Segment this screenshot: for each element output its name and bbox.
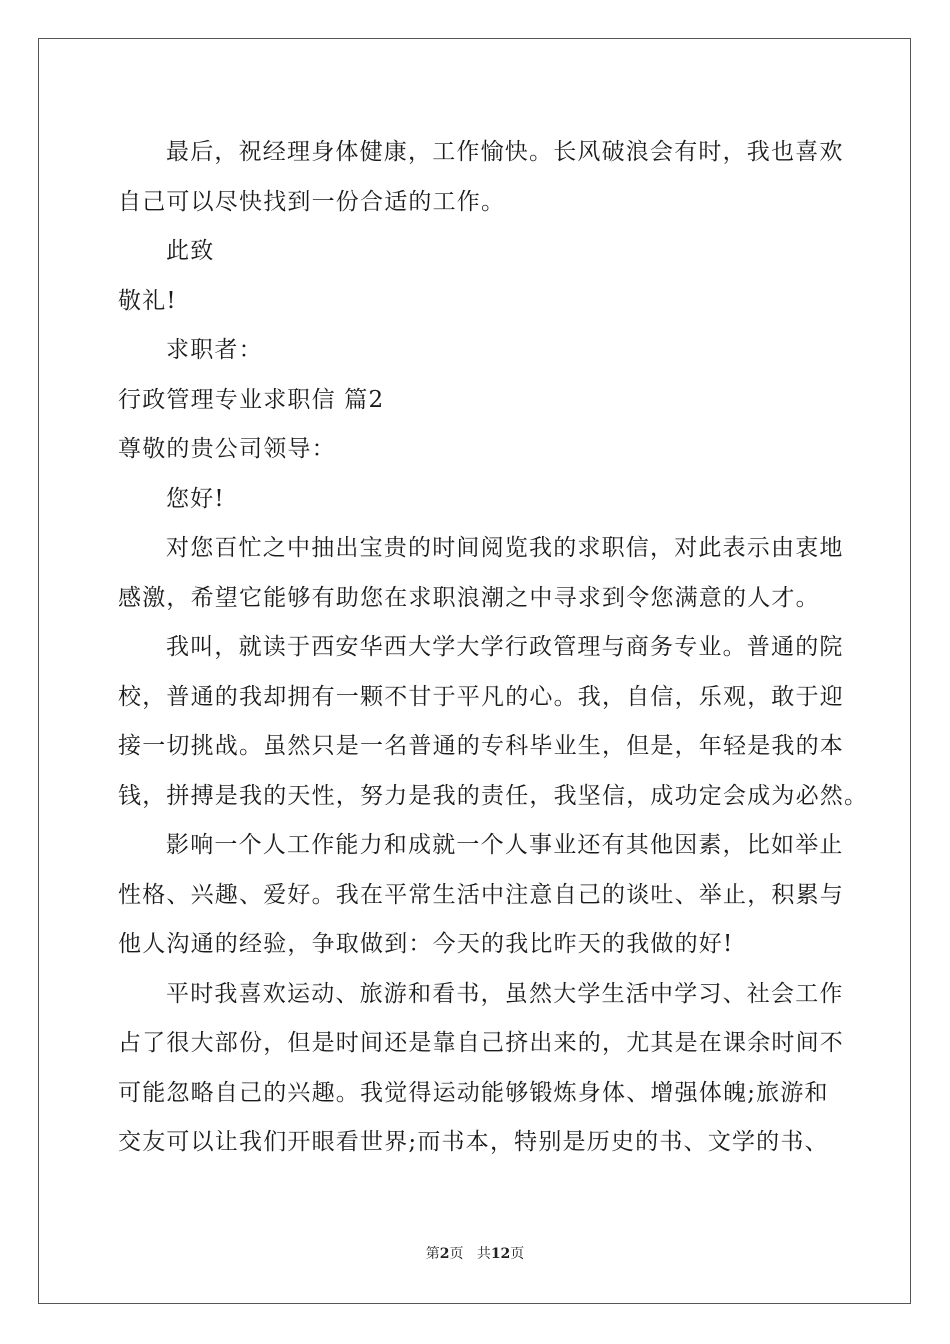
- body-line: 影响一个人工作能力和成就一个人事业还有其他因素，比如举止: [166, 832, 844, 858]
- closing-respect: 敬礼!: [118, 287, 177, 314]
- body-line: 可能忽略自己的兴趣。我觉得运动能够锻炼身体、增强体魄;旅游和: [118, 1079, 829, 1106]
- total-suffix: 页: [510, 1246, 525, 1262]
- body-line: 我叫，就读于西安华西大学大学行政管理与商务专业。普通的院: [166, 634, 844, 660]
- page-suffix: 页: [449, 1246, 464, 1262]
- body-line: 感激，希望它能够有助您在求职浪潮之中寻求到令您满意的人才。: [118, 584, 820, 611]
- closing-salutation: 此致: [166, 238, 215, 264]
- body-line: 接一切挑战。虽然只是一名普通的专科毕业生，但是，年轻是我的本: [118, 733, 844, 759]
- greeting-hello: 您好!: [166, 485, 225, 512]
- section-title: 行政管理专业求职信 篇2: [118, 386, 385, 413]
- greeting-line: 尊敬的贵公司领导：: [118, 436, 336, 462]
- page-footer: [0, 1244, 950, 1264]
- body-line: 交友可以让我们开眼看世界;而书本，特别是历史的书、文学的书、: [118, 1129, 829, 1155]
- body-line: 钱，拼搏是我的天性，努力是我的责任，我坚信，成功定会成为必然。: [118, 782, 869, 809]
- body-line: 自己可以尽快找到一份合适的工作。: [118, 188, 506, 215]
- total-pages: 12: [490, 1246, 511, 1262]
- body-line: 校，普通的我却拥有一颗不甘于平凡的心。我，自信，乐观，敢于迎: [118, 683, 844, 710]
- body-line: 平时我喜欢运动、旅游和看书，虽然大学生活中学习、社会工作: [166, 980, 844, 1007]
- body-line: 最后，祝经理身体健康，工作愉快。长风破浪会有时，我也喜欢: [166, 139, 844, 165]
- body-line: 占了很大部份，但是时间还是靠自己挤出来的，尤其是在课余时间不: [118, 1030, 844, 1056]
- page-prefix: 第: [425, 1246, 440, 1262]
- body-line: 性格、兴趣、爱好。我在平常生活中注意自己的谈吐、举止，积累与: [118, 881, 844, 908]
- document-body: [118, 128, 869, 1168]
- total-prefix: 共: [476, 1246, 491, 1262]
- body-line: 对您百忙之中抽出宝贵的时间阅览我的求职信，对此表示由衷地: [166, 535, 844, 561]
- page-number: 2: [439, 1246, 450, 1262]
- signature-label: 求职者：: [166, 337, 263, 363]
- body-line: 他人沟通的经验，争取做到：今天的我比昨天的我做的好!: [118, 931, 734, 957]
